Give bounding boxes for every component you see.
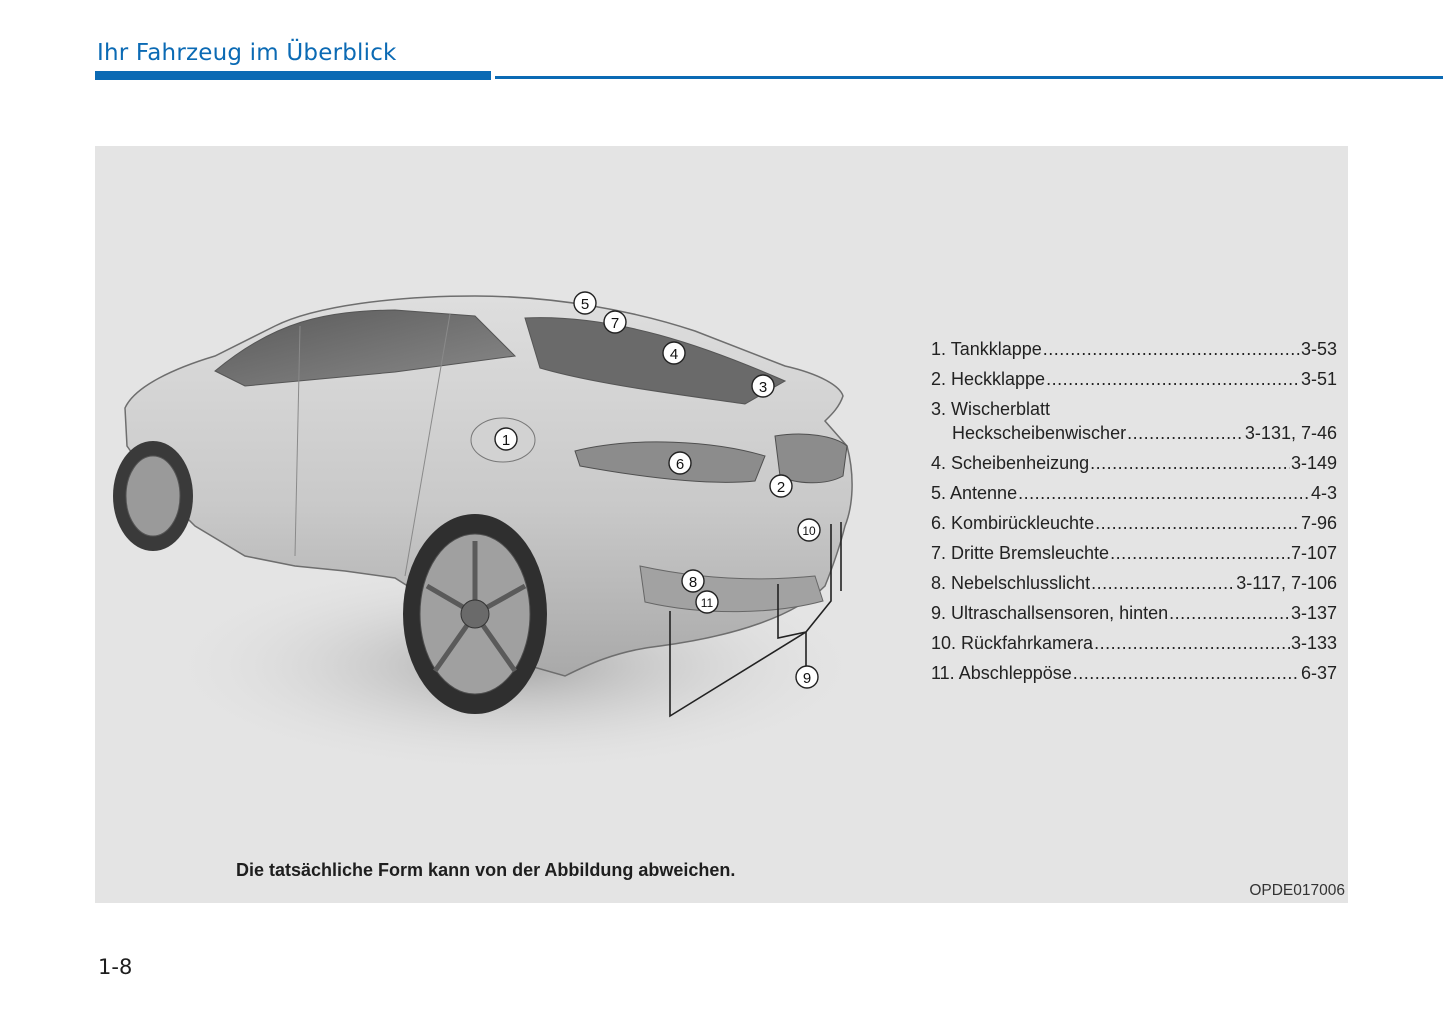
legend-item [931,632,1337,662]
header-rule-thin [495,76,1443,79]
legend-page-ref: 3-53 [1300,339,1337,359]
legend-page-ref: 6-37 [1300,663,1337,683]
legend-item [931,662,1337,692]
leader-dots [1073,662,1300,684]
leader-dots [1094,632,1290,654]
legend-item [931,452,1337,482]
legend-page-ref: 3-51 [1300,369,1337,389]
leader-dots [1169,602,1290,624]
legend-label-cont: Heckscheibenwischer [952,423,1127,443]
svg-text:5: 5 [580,296,590,313]
legend-label: 8. Nebelschlusslicht [931,573,1091,593]
legend-label: 5. Antenne [931,483,1018,503]
legend-item [931,542,1337,572]
figure-code: OPDE017006 [1249,882,1345,899]
legend-page-ref: 4-3 [1310,483,1337,503]
svg-text:9: 9 [802,670,812,687]
svg-text:4: 4 [669,346,679,363]
legend-label: 11. Abschleppöse [931,663,1072,683]
car-rear-illustration [95,146,900,903]
legend-item [931,398,1337,452]
leader-dots [1095,512,1300,534]
callout-4 [663,342,685,364]
callout-5 [574,292,596,314]
legend-label: 3. Wischerblatt [931,399,1051,419]
svg-text:6: 6 [675,456,685,473]
disclaimer-note: Die tatsächliche Form kann von der Abbildung abweichen. [236,860,736,880]
leader-dots [1018,482,1310,504]
leader-dots [1127,422,1244,444]
leader-dots [1091,572,1235,594]
svg-text:11: 11 [700,596,714,610]
legend-item [931,338,1337,368]
legend-list [931,338,1337,692]
legend-label: 9. Ultraschallsensoren, hinten [931,603,1169,623]
callout-10 [798,519,820,541]
legend-label: 4. Scheibenheizung [931,453,1090,473]
leader-dots [1043,338,1300,360]
callout-9 [796,666,818,688]
legend-item [931,602,1337,632]
legend-page-ref: 3-131, 7-46 [1244,423,1337,443]
leader-dots [1110,542,1290,564]
svg-text:8: 8 [688,574,698,591]
svg-text:2: 2 [776,479,786,496]
legend-page-ref: 7-96 [1300,513,1337,533]
svg-text:3: 3 [758,379,768,396]
legend-page-ref: 3-137 [1290,603,1337,623]
callout-8 [682,570,704,592]
page-number: 1-8 [98,955,133,979]
callout-1 [495,428,517,450]
callout-2 [770,475,792,497]
figure-panel [95,146,1348,903]
legend-label: 1. Tankklappe [931,339,1042,359]
legend-item [931,512,1337,542]
legend-item [931,368,1337,398]
legend-item [931,572,1337,602]
callout-3 [752,375,774,397]
callout-7 [604,311,626,333]
legend-item [931,482,1337,512]
legend-page-ref: 3-117, 7-106 [1236,573,1337,593]
legend-label: 6. Kombirückleuchte [931,513,1095,533]
legend-page-ref: 7-107 [1290,543,1337,563]
section-title: Ihr Fahrzeug im Überblick [97,40,397,66]
legend-label: 7. Dritte Bremsleuchte [931,543,1110,563]
leader-dots [1090,452,1290,474]
legend-label: 10. Rückfahrkamera [931,633,1094,653]
svg-text:1: 1 [501,432,511,449]
callout-11 [696,591,718,613]
svg-text:7: 7 [610,315,620,332]
callout-6 [669,452,691,474]
svg-text:10: 10 [802,524,816,538]
legend-page-ref: 3-133 [1290,633,1337,653]
legend-page-ref: 3-149 [1290,453,1337,473]
header-rule-thick [95,71,491,80]
leader-dots [1046,368,1300,390]
legend-label: 2. Heckklappe [931,369,1046,389]
